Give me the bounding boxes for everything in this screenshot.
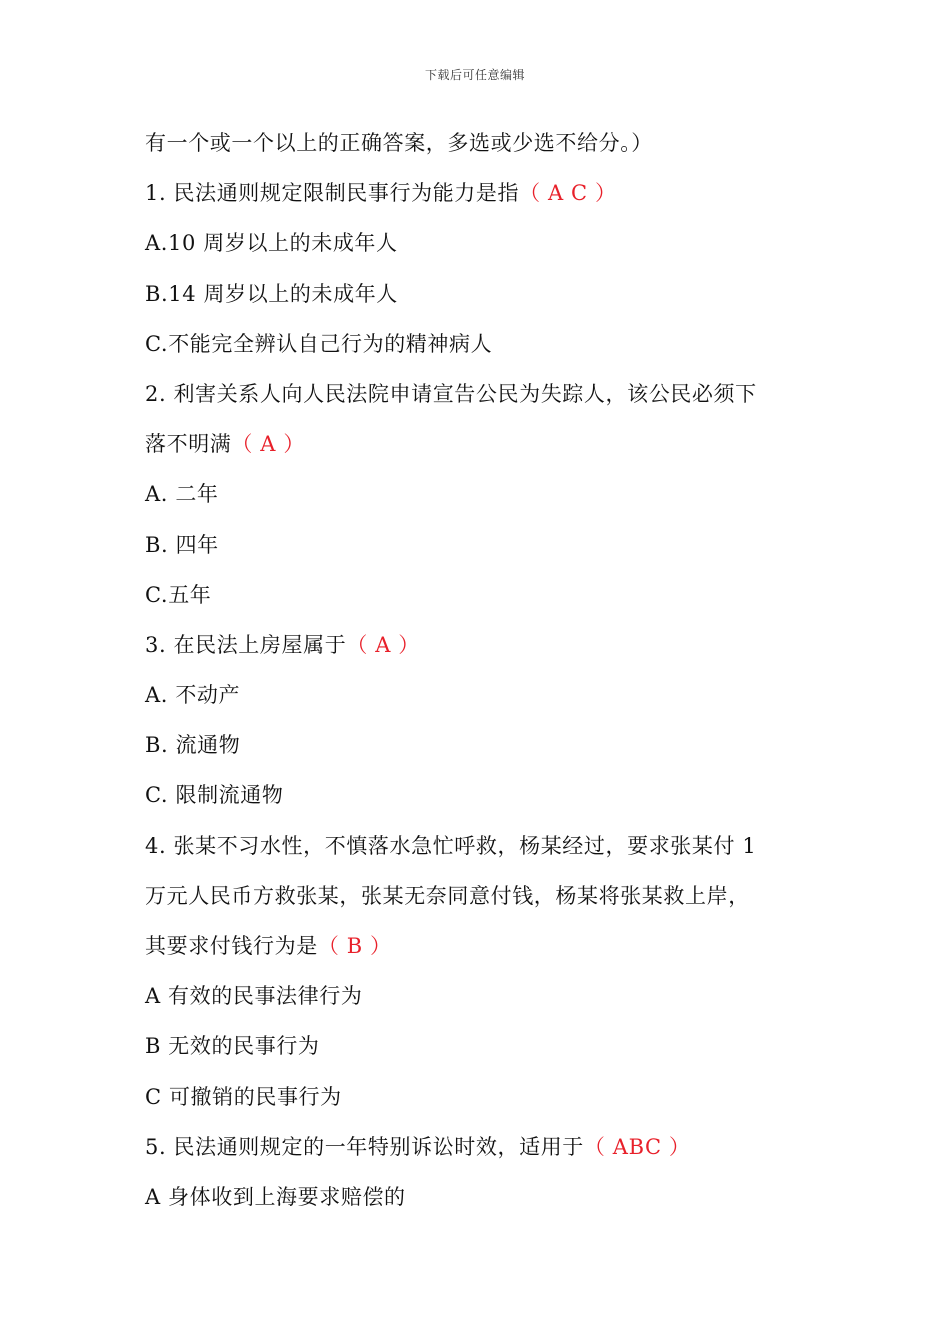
text-line <box>145 118 825 168</box>
option-line <box>145 319 825 369</box>
option-text: A.10 周岁以上的未成年人 <box>145 231 398 256</box>
option-text: C.不能完全辨认自己行为的精神病人 <box>145 331 493 356</box>
answer-mark: （ A ） <box>346 632 420 657</box>
answer-mark: （ B ） <box>317 934 392 958</box>
answer-mark: （ A C ） <box>519 181 617 206</box>
option-line <box>145 570 825 620</box>
option-line <box>145 670 825 720</box>
question-text: 4. 张某不习水性，不慎落水急忙呼救，杨某经过，要求张某付 1 <box>145 833 757 858</box>
option-text: C 可撤销的民事行为 <box>145 1084 342 1109</box>
question-line <box>145 871 825 921</box>
question-line <box>145 419 825 469</box>
question-text: 1. 民法通则规定限制民事行为能力是指 <box>145 181 520 206</box>
question-line <box>145 1122 825 1172</box>
option-line <box>145 770 825 820</box>
question-line <box>145 921 825 971</box>
option-text: B. 流通物 <box>145 733 241 758</box>
option-line <box>145 269 825 319</box>
question-text: 万元人民币方救张某，张某无奈同意付钱，杨某将张某救上岸， <box>145 883 750 908</box>
line-text: 有一个或一个以上的正确答案，多选或少选不给分。） <box>145 131 653 155</box>
question-text: 2. 利害关系人向人民法院申请宣告公民为失踪人，该公民必须下 <box>145 381 757 406</box>
option-line <box>145 971 825 1021</box>
option-text: A. 二年 <box>145 482 219 507</box>
question-line <box>145 821 825 871</box>
option-text: B. 四年 <box>145 532 219 557</box>
question-text: 其要求付钱行为是 <box>145 934 318 958</box>
option-text: C.五年 <box>145 582 212 607</box>
question-line <box>145 168 825 218</box>
option-line <box>145 720 825 770</box>
option-line <box>145 1072 825 1122</box>
option-line <box>145 218 825 268</box>
question-text: 落不明满 <box>145 432 232 457</box>
page-header: 下载后可任意编辑 <box>424 68 525 82</box>
question-line <box>145 620 825 670</box>
option-line <box>145 469 825 519</box>
option-text: B 无效的民事行为 <box>145 1034 320 1059</box>
option-line <box>145 1172 825 1222</box>
option-text: C. 限制流通物 <box>145 783 284 808</box>
question-text: 5. 民法通则规定的一年特别诉讼时效，适用于 <box>145 1134 584 1159</box>
option-text: A 身体收到上海要求赔偿的 <box>145 1184 406 1209</box>
document-body <box>145 118 825 1222</box>
option-text: B.14 周岁以上的未成年人 <box>145 281 398 306</box>
answer-mark: （ A ） <box>231 432 305 457</box>
option-text: A 有效的民事法律行为 <box>145 984 363 1009</box>
question-text: 3. 在民法上房屋属于 <box>145 632 347 657</box>
option-line <box>145 520 825 570</box>
answer-mark: （ ABC ） <box>583 1134 691 1159</box>
option-text: A. 不动产 <box>145 683 241 708</box>
question-line <box>145 369 825 419</box>
option-line <box>145 1021 825 1071</box>
